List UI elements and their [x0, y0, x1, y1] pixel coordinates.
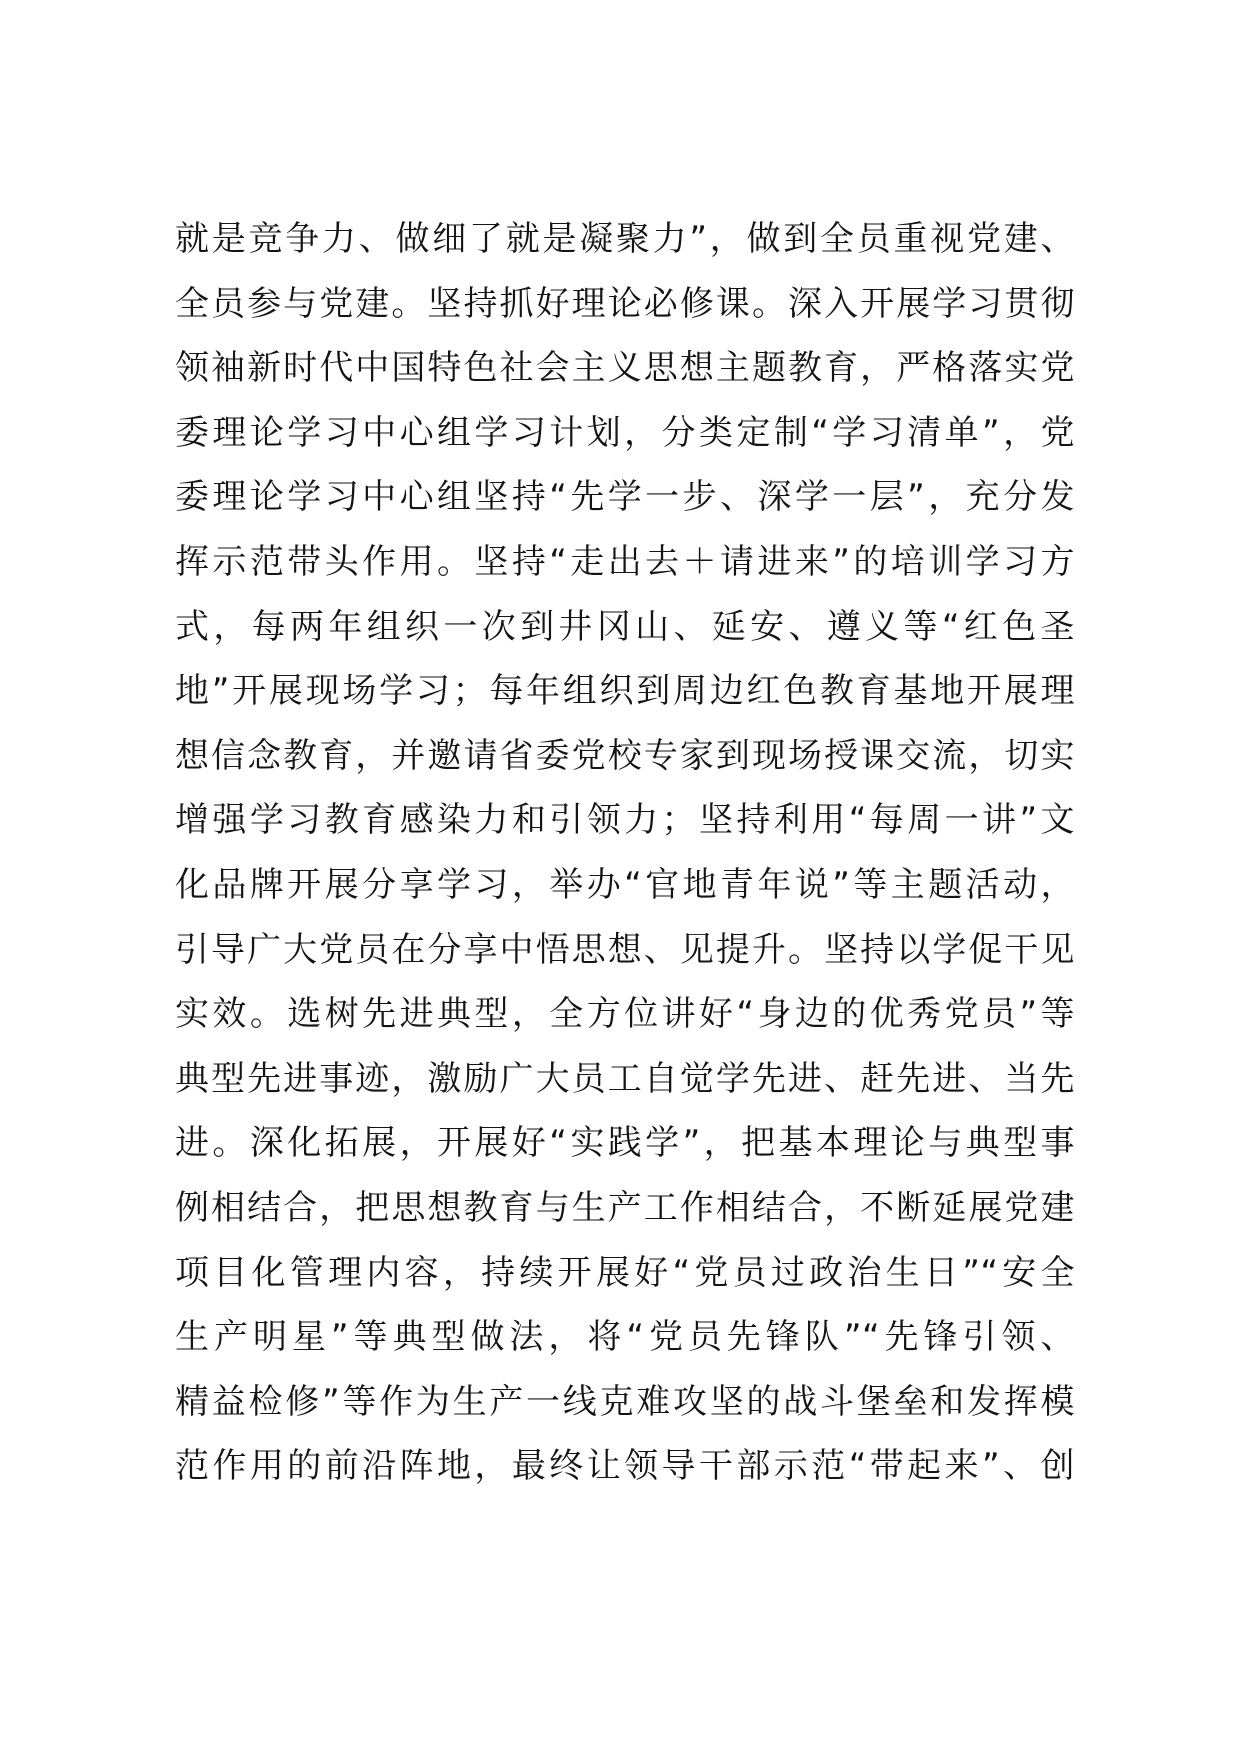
text-line: 全员参与党建。坚持抓好理论必修课。深入开展学习贯彻: [175, 283, 1075, 324]
text-line: 例相结合，把思想教育与生产工作相结合，不断延展党建: [175, 1187, 1075, 1228]
text-line: 挥示范带头作用。坚持“走出去＋请进来”的培训学习方: [175, 541, 1075, 582]
text-line: 式，每两年组织一次到井冈山、延安、遵义等“红色圣: [175, 606, 1075, 647]
text-line: 地”开展现场学习；每年组织到周边红色教育基地开展理: [175, 671, 1075, 712]
body-text: [175, 207, 1075, 1499]
text-line: 委理论学习中心组学习计划，分类定制“学习清单”，党: [175, 412, 1075, 453]
text-line: 项目化管理内容，持续开展好“党员过政治生日”“安全: [175, 1252, 1075, 1293]
text-line: 进。深化拓展，开展好“实践学”，把基本理论与典型事: [175, 1123, 1075, 1164]
text-line: 增强学习教育感染力和引领力；坚持利用“每周一讲”文: [175, 800, 1075, 841]
text-line: 委理论学习中心组坚持“先学一步、深学一层”，充分发: [175, 477, 1075, 518]
text-line: 化品牌开展分享学习，举办“官地青年说”等主题活动，: [175, 864, 1075, 905]
text-line: 想信念教育，并邀请省委党校专家到现场授课交流，切实: [175, 735, 1075, 776]
text-line: 就是竞争力、做细了就是凝聚力”，做到全员重视党建、: [175, 219, 1075, 259]
text-line: 范作用的前沿阵地，最终让领导干部示范“带起来”、创: [175, 1446, 1075, 1487]
text-line: 精益检修”等作为生产一线克难攻坚的战斗堡垒和发挥模: [175, 1381, 1075, 1422]
text-line: 典型先进事迹，激励广大员工自觉学先进、赶先进、当先: [175, 1058, 1075, 1099]
text-line: 生产明星”等典型做法，将“党员先锋队”“先锋引领、: [175, 1317, 1075, 1358]
text-line: 实效。选树先进典型，全方位讲好“身边的优秀党员”等: [175, 994, 1075, 1035]
text-line: 领袖新时代中国特色社会主义思想主题教育，严格落实党: [175, 348, 1075, 389]
text-line: 引导广大党员在分享中悟思想、见提升。坚持以学促干见: [175, 929, 1075, 970]
